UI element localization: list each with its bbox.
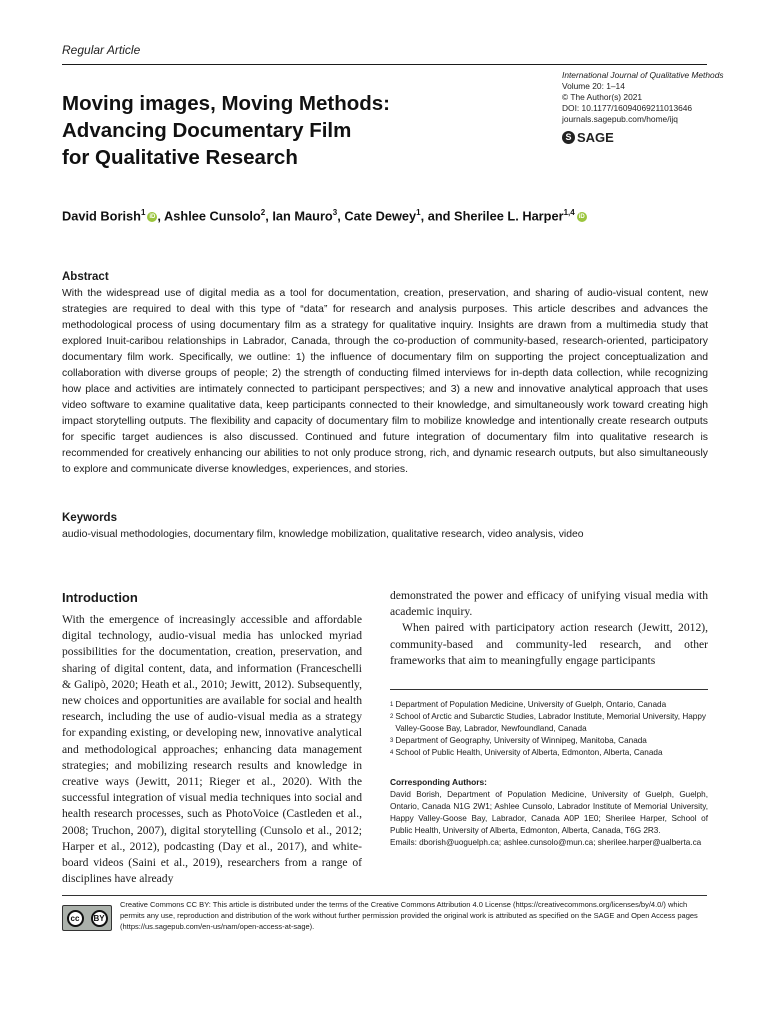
abstract-heading: Abstract <box>62 271 109 283</box>
abstract-text: With the widespread use of digital media as a tool for documentation, creation, preservation, and sharing of audio-visual content, new strategies are required to deal with this type of “data” for research and analysis purposes. This article describes and advances the methodological process of using documentary film as a strategy for qualitative inquiry. Insights are drawn from a multimedia study that explored Inuit-caribou relationships in Labrador, Canada, through the co-production of community-based, research-oriented, participatory documentary film work. Specifically, we outline: 1) the influence of documentary film on supporting the project conceptualization and collaboration with diverse groups of people; 2) the strength of conducting filmed interviews for in-depth data collection, while recognizing how place and activities are intimately connected to participant perspectives; and 3) a new and innovative analytical approach that uses video software to examine qualitative data, keep participants connected to their knowledge, and simultaneously work toward creating high impact storytelling outputs. The flexibility and capacity of documentary film to mobilize knowledge and intentionally create research outputs for specific target audiences is also discussed. Continued and future integration of documentary film into qualitative research is recommended for creatively enhancing our abilities to not only produce strong, rich, and dynamic research outputs, but also simultaneously to explore and communicate diverse knowledges, experiences, and stories. <box>62 288 708 475</box>
author-affiliation: 2 <box>260 208 266 217</box>
footnote-item: 1 Department of Population Medicine, University of Guelph, Ontario, Canada <box>390 700 667 709</box>
orcid-icon[interactable]: iD <box>578 213 585 220</box>
author-name: Ian Mauro <box>272 208 333 224</box>
journal-volume: Volume 20: 1–14 <box>562 81 625 91</box>
author-name: Cate Dewey <box>344 208 417 224</box>
journal-doi[interactable]: DOI: 10.1177/16094069211013646 <box>562 103 693 113</box>
keywords-text: audio-visual methodologies, documentary film, knowledge mobilization, qualitative research, video analysis, video <box>62 529 584 540</box>
footnote-item: 4 School of Public Health, University of Alberta, Edmonton, Alberta, Canada <box>390 748 663 757</box>
license-rule <box>62 895 707 896</box>
journal-name: International Journal of Qualitative Methods <box>562 70 724 80</box>
author-name: Sherilee L. Harper <box>454 208 564 224</box>
publisher-name: SAGE <box>577 130 614 145</box>
footnote-item: 3 Department of Geography, University of Winnipeg, Manitoba, Canada <box>390 736 647 745</box>
publisher-logo <box>562 130 614 145</box>
corresponding-authors-heading: Corresponding Authors: <box>390 777 487 787</box>
journal-copyright: © The Author(s) 2021 <box>562 92 643 102</box>
article-type-label: Regular Article <box>62 43 141 57</box>
article-title <box>62 90 462 171</box>
keywords-heading: Keywords <box>62 512 117 524</box>
sage-s-icon: S <box>562 131 575 144</box>
orcid-icon[interactable]: iD <box>149 213 156 220</box>
author-affiliation: 3 <box>332 208 338 217</box>
title-line: for Qualitative Research <box>62 146 298 169</box>
title-line: Advancing Documentary Film <box>62 119 352 142</box>
author-affiliation: 1,4 <box>563 208 575 217</box>
body-paragraph: When paired with participatory action research (Jewitt, 2012), community-based and community-led research, and other frameworks that aim to meaningfully engage participants <box>390 621 708 667</box>
license-text: Creative Commons CC BY: This article is distributed under the terms of the Creative Commons Attribution 4.0 License (https://creativecommons.org/licenses/by/4.0/) which permits any use, reproduction and distribution of the work without further permission provided the original work is attributed as specified on the SAGE and Open Access pages (https://us.sagepub.com/en-us/nam/open-access-at-sage). <box>120 900 698 931</box>
author-affiliation: 1 <box>416 208 421 217</box>
introduction-heading: Introduction <box>62 590 138 605</box>
footnote-item: 2 School of Arctic and Subarctic Studies, Labrador Institute, Memorial University, Happy Valley-Goose Bay, Labrador, Newfoundland, Canada <box>390 712 707 733</box>
affiliation-footnotes <box>390 699 708 759</box>
body-column-left <box>62 612 362 887</box>
journal-info <box>562 70 752 125</box>
corresponding-authors-text <box>390 789 708 849</box>
corresponding-address: David Borish, Department of Population Medicine, University of Guelph, Guelph, Ontario, Canada N1G 2W1; Ashlee Cunsolo, Labrador Institute of Memorial University, Happy Valley-Goose Bay, Labrador, Canada A0P 1E0; Sherilee Harper, School of Public Health, University of Alberta, Edmonton, Alberta, Canada, T6G 2R3. <box>390 790 708 835</box>
body-paragraph: demonstrated the power and efficacy of unifying visual media with academic inquiry. <box>390 589 708 619</box>
author-list: David Borish$^1$ iD , Ashlee Cunsolo$^2$, Ian Mauro$^3$, Cate Dewey$^1$, and Sherilee L. Harper$^{1,4}$ iD <box>62 208 585 224</box>
author-name: Ashlee Cunsolo <box>164 208 261 224</box>
body-paragraph: With the emergence of increasingly accessible and affordable digital technology, audio-visual media has unlocked myriad possibilities for the documentation, creation, preservation, and sharing of digital content, data, and information (Franceschelli & Galipò, 2020; Heath et al., 2010; Jewitt, 2012). Subsequently, new choices and opportunities are available for social and health research, including the use of audio-visual media as a strategy for expanding existing, or developing new, innovative analytical and methodological approaches; enhancing data management strategies; and mobilizing research results and knowledge in creative ways (Jewitt, 2011; Rieger et al., 2020). With the successful integration of visual media techniques into social and health research processes, such as PhotoVoice (Castleden et al., 2008; Truchon, 2007), digital storytelling (Cunsolo et al., 2012; Harper et al., 2012), podcasting (Day et al., 2017), and white-board videos (Saini et al., 2019), researchers from a range of disciplines have already <box>62 613 362 886</box>
by-icon: BY <box>91 910 108 927</box>
author-name: David Borish <box>62 208 141 224</box>
body-column-right <box>390 588 708 669</box>
footnote-rule <box>390 689 708 690</box>
cc-by-badge[interactable] <box>62 905 112 931</box>
journal-url[interactable]: journals.sagepub.com/home/ijq <box>562 114 678 124</box>
author-affiliation: 1 <box>140 208 146 217</box>
corresponding-emails[interactable]: Emails: dborish@uoguelph.ca; ashlee.cunsolo@mun.ca; sherilee.harper@ualberta.ca <box>390 838 702 847</box>
cc-icon: cc <box>67 910 84 927</box>
title-line: Moving images, Moving Methods: <box>62 92 391 115</box>
header-rule <box>62 64 707 65</box>
